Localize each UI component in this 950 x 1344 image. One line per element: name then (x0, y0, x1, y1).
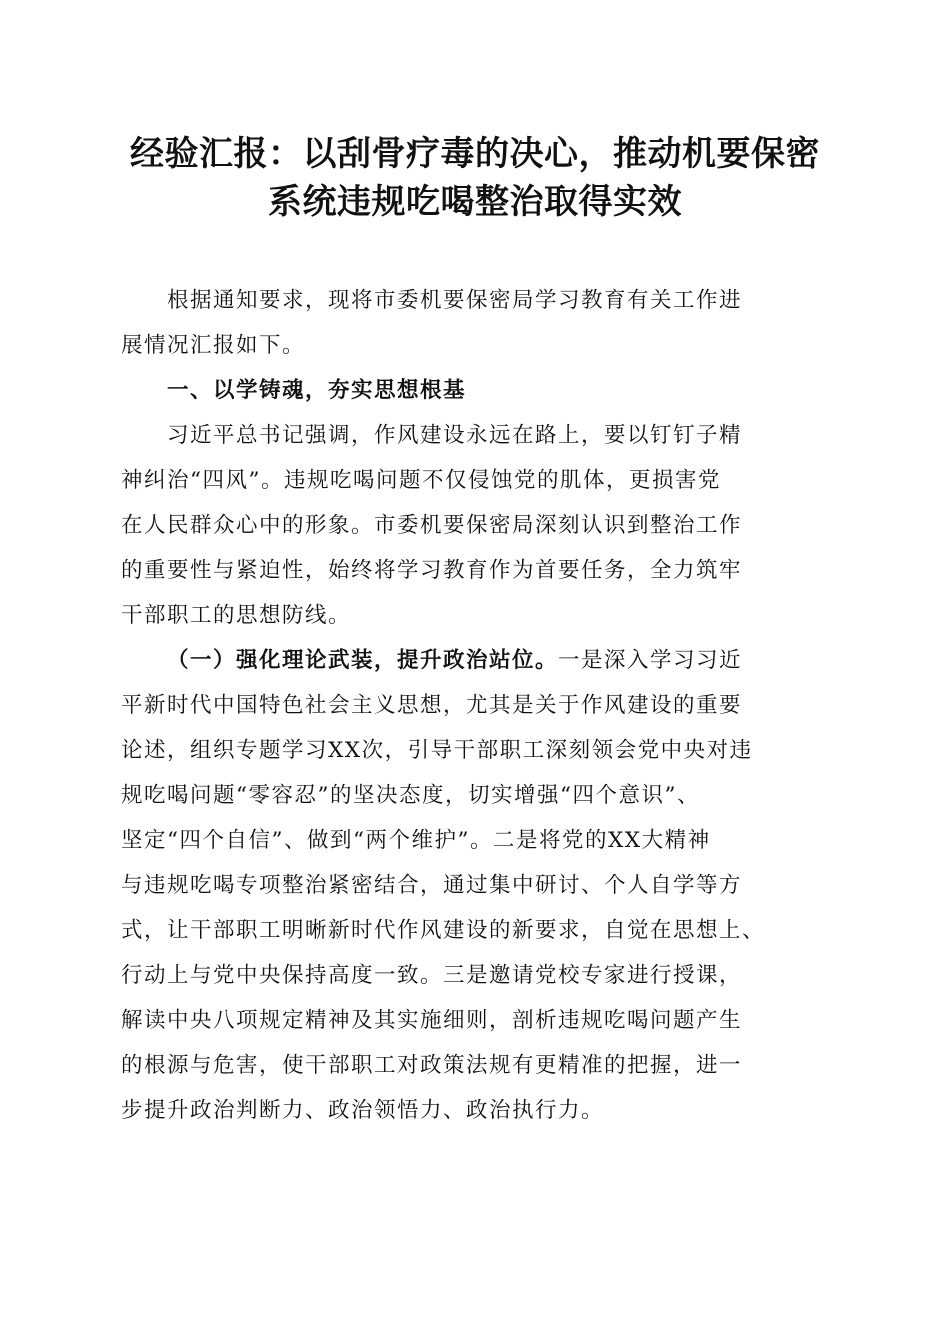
subsection-first-line-text: 一是深入学习习近 (558, 648, 743, 673)
paragraph-line: 行动上与党中央保持高度一致。三是邀请党校专家进行授课， (121, 963, 743, 988)
paragraph-line: 在人民群众心中的形象。市委机要保密局深刻认识到整治工作 (121, 513, 743, 538)
document-body (121, 278, 831, 1133)
paragraph-line: 坚定“四个自信”、做到“两个维护”。二是将党的XX大精神 (121, 828, 711, 853)
paragraph-line: 习近平总书记强调，作风建设永远在路上，要以钉钉子精 (167, 423, 743, 448)
paragraph-line: 神纠治“四风”。违规吃喝问题不仅侵蚀党的肌体，更损害党 (121, 468, 721, 493)
paragraph-line: 论述，组织专题学习XX次，引导干部职工深刻领会党中央对违 (121, 738, 753, 763)
paragraph-line: 与违规吃喝专项整治紧密结合，通过集中研讨、个人自学等方 (121, 873, 743, 898)
subsection-first-line (121, 638, 831, 683)
subsection-heading: （一）强化理论武装，提升政治站位。 (167, 648, 559, 673)
paragraph-line: 式，让干部职工明晰新时代作风建设的新要求，自觉在思想上、 (121, 918, 766, 943)
paragraph-line: 解读中央八项规定精神及其实施细则，剖析违规吃喝问题产生 (121, 1008, 743, 1033)
paragraph-line: 的重要性与紧迫性，始终将学习教育作为首要任务，全力筑牢 (121, 558, 743, 583)
paragraph-line: 平新时代中国特色社会主义思想，尤其是关于作风建设的重要 (121, 693, 743, 718)
paragraph-line: 干部职工的思想防线。 (121, 603, 352, 628)
paragraph-line: 的根源与危害，使干部职工对政策法规有更精准的把握，进一 (121, 1053, 743, 1078)
title-line-2: 系统违规吃喝整治取得实效 (268, 182, 682, 222)
title-line-1: 经验汇报：以刮骨疗毒的决心，推动机要保密 (130, 134, 820, 174)
section-heading: 一、以学铸魂，夯实思想根基 (167, 378, 467, 403)
paragraph-line: 规吃喝问题“零容忍”的坚决态度，切实增强“四个意识”、 (121, 783, 700, 808)
intro-line-1: 根据通知要求，现将市委机要保密局学习教育有关工作进 (167, 288, 743, 313)
document-title (100, 130, 850, 226)
intro-line-2: 展情况汇报如下。 (121, 333, 306, 358)
paragraph-line: 步提升政治判断力、政治领悟力、政治执行力。 (121, 1098, 605, 1123)
